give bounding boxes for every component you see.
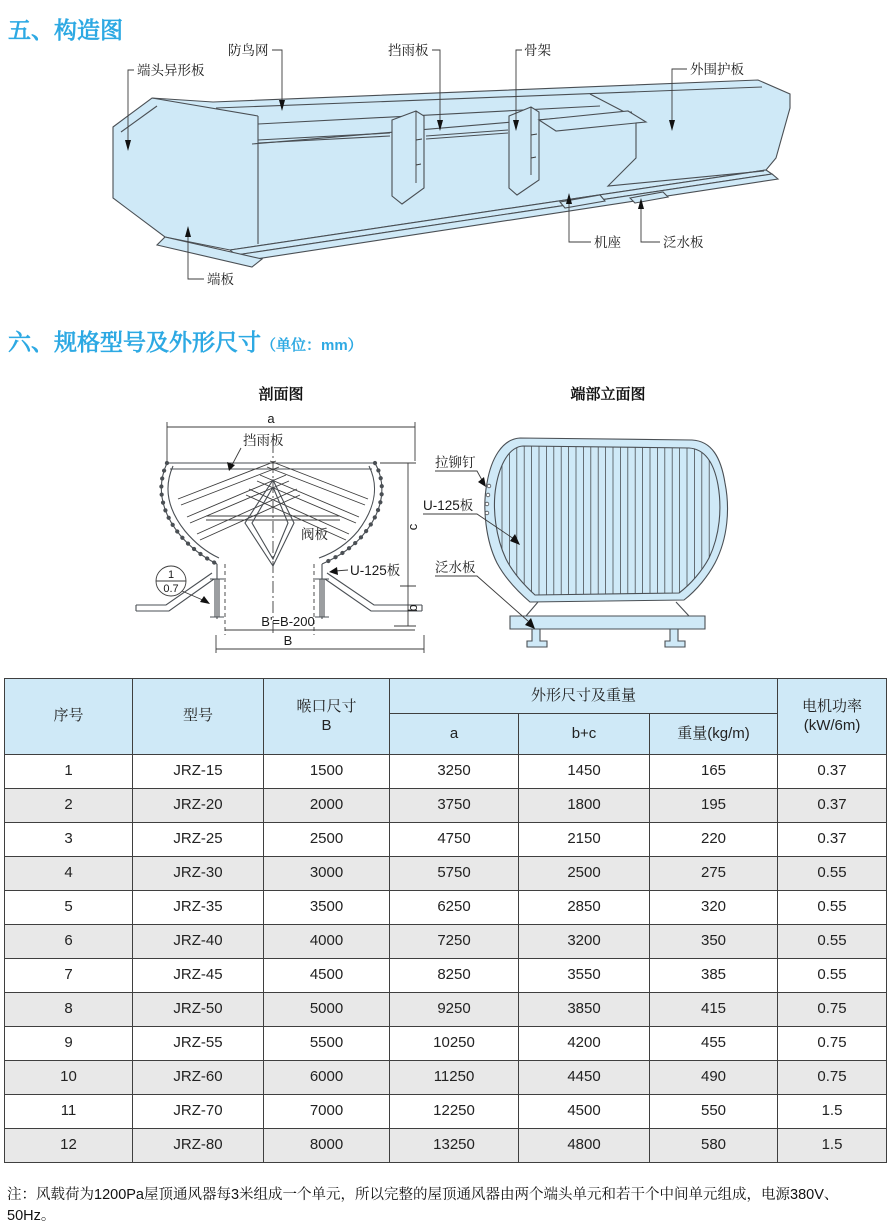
dim-B-lines <box>216 630 424 653</box>
table-cell: JRZ-20 <box>133 789 264 823</box>
label-bird-net: 防鸟网 <box>228 43 269 58</box>
table-cell: 10250 <box>390 1027 519 1061</box>
col-header-index: 序号 <box>5 679 133 755</box>
table-cell: 9250 <box>390 993 519 1027</box>
dim-b-label: b <box>405 604 420 612</box>
table-cell: 4800 <box>519 1129 650 1163</box>
table-cell: 4200 <box>519 1027 650 1061</box>
table-cell: 3200 <box>519 925 650 959</box>
ev-rivet-label: 拉铆钉 <box>435 455 476 470</box>
table-cell: 4450 <box>519 1061 650 1095</box>
table-cell: JRZ-45 <box>133 959 264 993</box>
table-cell: 9 <box>5 1027 133 1061</box>
table-cell: 0.75 <box>778 1061 887 1095</box>
table-cell: JRZ-35 <box>133 891 264 925</box>
col-header-model: 型号 <box>133 679 264 755</box>
flashing-wings <box>136 573 422 611</box>
table-cell: 2 <box>5 789 133 823</box>
label-end-shaped-plate: 端头异形板 <box>137 63 205 78</box>
dim-a-lines <box>167 422 415 463</box>
table-cell: 4500 <box>519 1095 650 1129</box>
col-header-a: a <box>390 714 519 755</box>
end-elevation-diagram <box>420 383 770 668</box>
table-cell: 5750 <box>390 857 519 891</box>
table-row <box>5 993 887 1027</box>
table-cell: 5500 <box>264 1027 390 1061</box>
table-cell: 580 <box>650 1129 778 1163</box>
table-cell: 3850 <box>519 993 650 1027</box>
table-cell: JRZ-70 <box>133 1095 264 1129</box>
table-cell: 4000 <box>264 925 390 959</box>
throat-line1: 喉口尺寸 <box>296 697 357 715</box>
sv-u125-label: U-125板 <box>350 563 401 578</box>
table-cell: 3000 <box>264 857 390 891</box>
table-cell: 10 <box>5 1061 133 1095</box>
label-end-plate: 端板 <box>207 272 234 287</box>
throat-line2: B <box>321 716 332 734</box>
sv-u125-arrow <box>329 567 338 575</box>
table-cell: JRZ-80 <box>133 1129 264 1163</box>
table-row <box>5 789 887 823</box>
dim-cb-lines <box>394 463 416 626</box>
spec-table <box>4 678 887 1163</box>
table-cell: 7 <box>5 959 133 993</box>
table-cell: 0.37 <box>778 789 887 823</box>
section6-unit: （单位：mm） <box>261 337 363 354</box>
col-header-weight: 重量(kg/m) <box>650 714 778 755</box>
valve-plate-shape <box>245 480 294 566</box>
table-cell: 3500 <box>264 891 390 925</box>
table-row <box>5 1027 887 1061</box>
table-row <box>5 857 887 891</box>
table-cell: 7250 <box>390 925 519 959</box>
section6-title <box>8 324 363 357</box>
spec-table-header <box>5 679 887 755</box>
table-row <box>5 1061 887 1095</box>
section6-title-text: 六、规格型号及外形尺寸 <box>8 329 261 355</box>
table-cell: JRZ-30 <box>133 857 264 891</box>
ev-rivet-arrow <box>478 477 486 487</box>
table-cell: 6250 <box>390 891 519 925</box>
table-cell: 6000 <box>264 1061 390 1095</box>
table-cell: 0.55 <box>778 959 887 993</box>
table-cell: 2500 <box>519 857 650 891</box>
table-cell: 5 <box>5 891 133 925</box>
table-cell: 5000 <box>264 993 390 1027</box>
table-cell: JRZ-55 <box>133 1027 264 1061</box>
table-cell: 1.5 <box>778 1095 887 1129</box>
support-beams <box>210 579 329 617</box>
table-cell: 2850 <box>519 891 650 925</box>
dim-c-label: c <box>405 523 420 531</box>
table-row <box>5 1095 887 1129</box>
col-header-group: 外形尺寸及重量 <box>390 679 778 714</box>
table-cell: 3 <box>5 823 133 857</box>
table-cell: 490 <box>650 1061 778 1095</box>
table-row <box>5 1129 887 1163</box>
label-flashing: 泛水板 <box>663 235 704 250</box>
table-cell: JRZ-40 <box>133 925 264 959</box>
end-base <box>510 602 705 647</box>
table-cell: 1.5 <box>778 1129 887 1163</box>
table-cell: 165 <box>650 755 778 789</box>
table-cell: 1 <box>5 755 133 789</box>
table-cell: 1450 <box>519 755 650 789</box>
sv-rain-guard-label: 挡雨板 <box>243 433 284 448</box>
table-cell: JRZ-25 <box>133 823 264 857</box>
table-cell: 0.55 <box>778 891 887 925</box>
table-cell: 1800 <box>519 789 650 823</box>
table-cell: 11 <box>5 1095 133 1129</box>
table-cell: 455 <box>650 1027 778 1061</box>
weld-bottom: 0.7 <box>163 583 179 595</box>
table-cell: 2150 <box>519 823 650 857</box>
sv-valve-label: 阀板 <box>301 527 328 542</box>
col-header-throat <box>264 679 390 755</box>
table-row <box>5 755 887 789</box>
table-cell: 11250 <box>390 1061 519 1095</box>
table-cell: 385 <box>650 959 778 993</box>
table-cell: 220 <box>650 823 778 857</box>
section5-title: 五、构造图 <box>8 17 123 43</box>
weld-top: 1 <box>167 569 175 581</box>
footnote: 注：风载荷为1200Pa屋顶通风器每3米组成一个单元，所以完整的屋顶通风器由两个端头单元和若干个中间单元组成，电源380V、50Hz。 <box>7 1187 839 1223</box>
table-cell: 8250 <box>390 959 519 993</box>
section-view-title: 剖面图 <box>258 386 304 403</box>
dim-bprime-label: B'=B-200 <box>261 614 315 629</box>
table-cell: 1500 <box>264 755 390 789</box>
table-cell: 7000 <box>264 1095 390 1129</box>
table-cell: 275 <box>650 857 778 891</box>
spec-table-body <box>5 755 887 1163</box>
table-cell: 13250 <box>390 1129 519 1163</box>
table-cell: 4500 <box>264 959 390 993</box>
col-header-power <box>778 679 887 755</box>
table-row <box>5 925 887 959</box>
section-view-diagram <box>128 383 428 668</box>
weld-symbol <box>156 566 210 604</box>
table-cell: 12250 <box>390 1095 519 1129</box>
table-cell: 4 <box>5 857 133 891</box>
ev-rivet-leader <box>435 471 482 480</box>
power-line1: 电机功率 <box>802 697 863 715</box>
table-row <box>5 823 887 857</box>
table-cell: 3750 <box>390 789 519 823</box>
col-header-bc: b+c <box>519 714 650 755</box>
table-cell: 4750 <box>390 823 519 857</box>
table-cell: 8 <box>5 993 133 1027</box>
construction-diagram <box>0 40 890 312</box>
ev-flashing-label: 泛水板 <box>435 560 476 575</box>
table-cell: 2000 <box>264 789 390 823</box>
table-cell: 3550 <box>519 959 650 993</box>
label-machine-base: 机座 <box>594 235 621 250</box>
table-cell: 320 <box>650 891 778 925</box>
power-line2: (kW/6m) <box>803 716 861 734</box>
table-cell: 2500 <box>264 823 390 857</box>
table-cell: 0.55 <box>778 857 887 891</box>
table-cell: JRZ-60 <box>133 1061 264 1095</box>
table-cell: 8000 <box>264 1129 390 1163</box>
table-cell: 350 <box>650 925 778 959</box>
dim-a-label: a <box>267 411 275 426</box>
label-rain-guard: 挡雨板 <box>388 43 429 58</box>
table-cell: JRZ-15 <box>133 755 264 789</box>
table-cell: 0.37 <box>778 823 887 857</box>
ev-u125-label: U-125板 <box>423 498 474 513</box>
table-cell: 0.75 <box>778 1027 887 1061</box>
table-cell: 550 <box>650 1095 778 1129</box>
table-row <box>5 959 887 993</box>
table-cell: 0.37 <box>778 755 887 789</box>
rivet-bumps-left <box>161 463 217 564</box>
table-cell: 415 <box>650 993 778 1027</box>
table-cell: JRZ-50 <box>133 993 264 1027</box>
table-cell: 12 <box>5 1129 133 1163</box>
dim-B-label: B <box>283 633 293 648</box>
end-cap-outline <box>485 438 728 602</box>
table-cell: 195 <box>650 789 778 823</box>
table-cell: 0.75 <box>778 993 887 1027</box>
table-cell: 6 <box>5 925 133 959</box>
table-row <box>5 891 887 925</box>
table-cell: 3250 <box>390 755 519 789</box>
table-cell: 0.55 <box>778 925 887 959</box>
end-view-title: 端部立面图 <box>570 386 646 403</box>
label-frame: 骨架 <box>524 43 551 58</box>
label-outer-panel: 外围护板 <box>690 62 744 77</box>
